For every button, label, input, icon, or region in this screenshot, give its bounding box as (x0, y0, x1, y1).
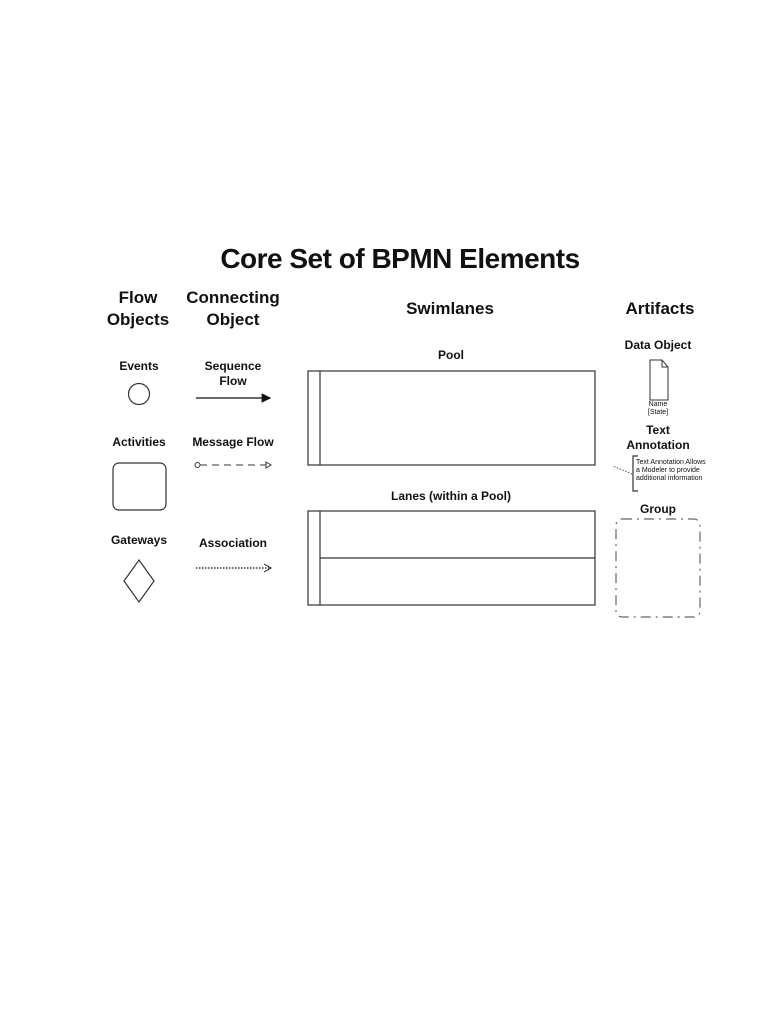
flow-objects-heading: Flow Objects (106, 288, 170, 329)
association-arrow (196, 564, 271, 572)
text-annotation-label: Text Annotation (626, 423, 690, 452)
events-label: Events (119, 359, 159, 373)
gateways-label: Gateways (110, 533, 168, 547)
connecting-object-heading: Connecting Object (186, 288, 280, 329)
text-annotation-shape (613, 456, 638, 491)
text-annotation-body: Text Annotation Allows a Modeler to provide additional information (636, 459, 706, 482)
group-label: Group (640, 502, 676, 516)
gateway-shape (124, 560, 154, 602)
group-shape (616, 519, 700, 617)
message-flow-arrow (195, 462, 271, 468)
pool-shape (308, 371, 595, 465)
activities-label: Activities (112, 435, 166, 449)
event-shape (129, 384, 150, 405)
data-object-caption: Name [State] (647, 401, 669, 416)
association-label: Association (198, 536, 267, 550)
activity-shape (113, 463, 166, 510)
swimlanes-heading: Swimlanes (406, 299, 494, 318)
lanes-shape (308, 511, 595, 605)
data-object-shape (650, 360, 668, 400)
message-flow-label: Message Flow (192, 435, 274, 449)
page-title: Core Set of BPMN Elements (220, 243, 580, 274)
lanes-label: Lanes (within a Pool) (390, 489, 511, 503)
artifacts-heading: Artifacts (625, 299, 695, 318)
sequence-flow-label: Sequence Flow (204, 359, 262, 388)
pool-label: Pool (438, 348, 464, 362)
data-object-label: Data Object (624, 338, 692, 352)
